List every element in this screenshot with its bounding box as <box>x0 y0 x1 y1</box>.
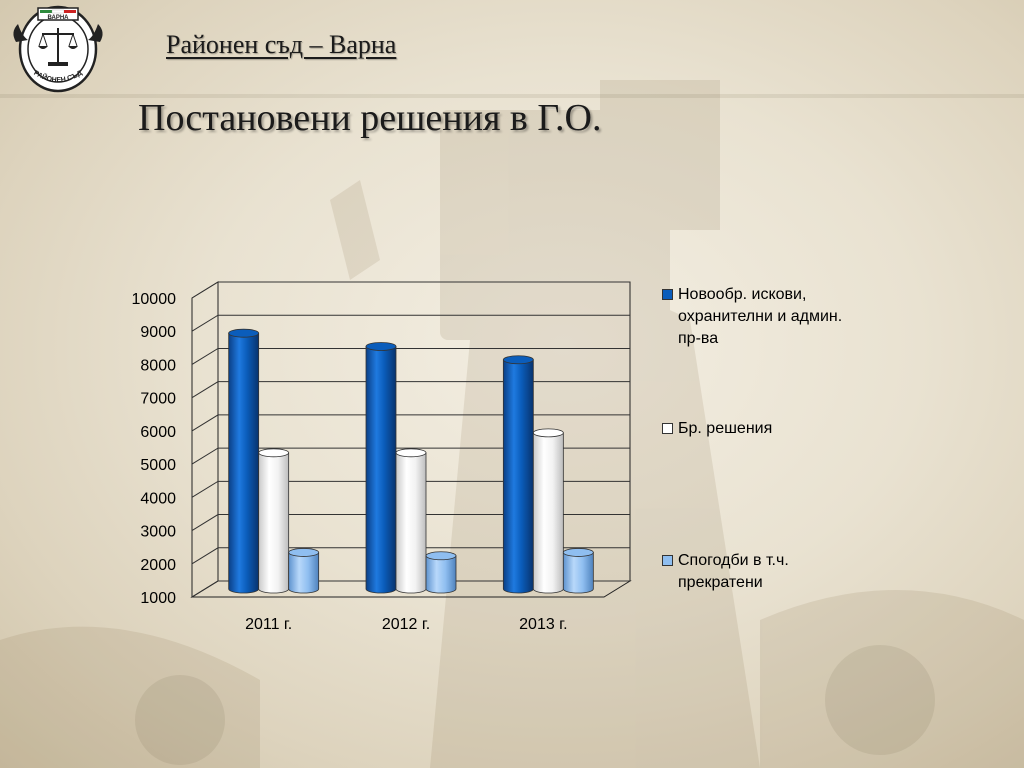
y-tick-label: 7000 <box>140 390 176 408</box>
legend-label-new-cases: Новообр. искови, охранителни и админ. пр-ва <box>678 286 843 347</box>
bar-2-0 <box>503 356 533 593</box>
bar-2-1 <box>533 429 563 593</box>
y-tick-label: 9000 <box>140 324 176 342</box>
legend-swatch-decisions <box>662 423 673 434</box>
legend-label-decisions: Бр. решения <box>678 420 773 437</box>
court-name-header: Районен съд – Варна <box>166 30 397 59</box>
y-tick-label: 2000 <box>140 556 176 574</box>
y-tick-label: 6000 <box>140 423 176 441</box>
legend-swatch-new-cases <box>662 289 673 300</box>
y-tick-label: 5000 <box>140 457 176 475</box>
bar-0-2 <box>289 548 319 593</box>
logo-top-text: ВАРНА <box>47 15 69 21</box>
x-axis-tick-labels <box>245 616 567 633</box>
bar-1-2 <box>426 552 456 593</box>
y-tick-label: 3000 <box>140 523 176 541</box>
bar-2-2 <box>563 548 593 593</box>
bar-1-1 <box>396 449 426 593</box>
x-tick-label: 2013 г. <box>519 616 568 633</box>
chart-legend <box>662 284 862 614</box>
bar-0-0 <box>229 329 259 593</box>
slide-title: Постановени решения в Г.О. <box>138 97 602 139</box>
logo-bottom-text: РАЙОНЕН СЪД <box>32 69 84 85</box>
y-tick-label: 4000 <box>140 490 176 508</box>
x-tick-label: 2011 г. <box>245 616 293 633</box>
gridline <box>192 315 630 331</box>
bar-1-0 <box>366 342 396 593</box>
legend-label-settlements: Спогодби в т.ч. прекратени <box>678 552 789 591</box>
y-tick-label: 10000 <box>131 291 176 308</box>
y-tick-label: 1000 <box>140 590 176 607</box>
x-tick-label: 2012 г. <box>381 616 431 633</box>
legend-item-settlements <box>662 550 858 594</box>
gridline <box>192 282 630 298</box>
y-tick-label: 8000 <box>140 357 176 375</box>
chart-bars <box>229 329 594 593</box>
bar-0-1 <box>259 449 289 593</box>
legend-swatch-settlements <box>662 555 673 566</box>
legend-item-new-cases <box>662 284 858 350</box>
legend-item-decisions <box>662 418 858 440</box>
y-axis-tick-labels <box>132 291 177 607</box>
